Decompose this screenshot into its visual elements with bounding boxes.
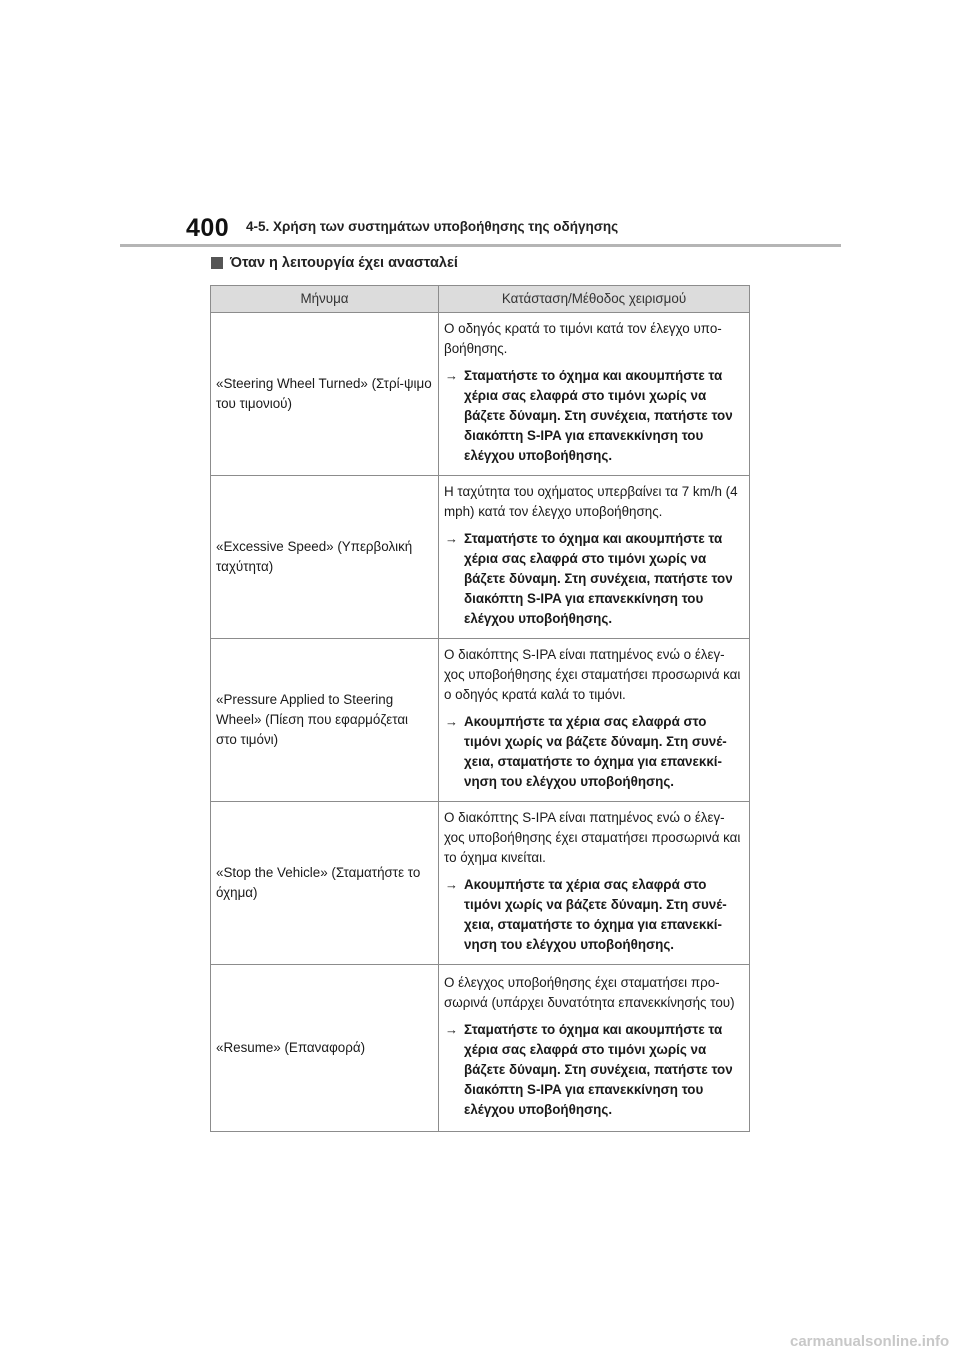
arrow-right-icon: →: [445, 1022, 458, 1037]
watermark: carmanualsonline.info: [790, 1333, 950, 1350]
message-cell: «Resume» (Επαναφορά): [211, 965, 439, 1132]
action-text: [444, 1020, 745, 1120]
action-label: Σταματήστε το όχημα και ακουμπήστε τα χέρια σας ελαφρά στο τιμόνι χωρίς να βάζετε δύναμη. Στη συνέχεια, πατήστε τον διακόπτη S-IPA για επανεκκίνηση του ελέγχου υποβοήθησης.: [464, 368, 733, 463]
section-title: 4-5. Χρήση των συστημάτων υποβοήθησης της οδήγησης: [246, 219, 619, 234]
table-row: [211, 639, 750, 802]
state-cell: [439, 639, 750, 802]
action-text: [444, 875, 745, 955]
message-table: [210, 285, 750, 1132]
header-divider: [120, 244, 841, 247]
state-cell: [439, 802, 750, 965]
message-cell: «Stop the Vehicle» (Σταματήστε το όχημα): [211, 802, 439, 965]
arrow-right-icon: →: [445, 368, 458, 383]
square-bullet-icon: [211, 257, 223, 269]
state-cell: [439, 965, 750, 1132]
table-row: [211, 965, 750, 1132]
action-text: [444, 712, 745, 792]
column-header-message: Μήνυμα: [211, 286, 439, 313]
message-cell: «Pressure Applied to Steering Wheel» (Πίεση που εφαρμόζεται στο τιμόνι): [211, 639, 439, 802]
state-text: Ο διακόπτης S-IPA είναι πατημένος ενώ ο έλεγ-χος υποβοήθησης έχει σταματήσει προσωρινά και ο οδηγός κρατά καλά το τιμόνι.: [444, 647, 741, 702]
arrow-right-icon: →: [445, 714, 458, 729]
table-row: [211, 313, 750, 476]
action-label: Σταματήστε το όχημα και ακουμπήστε τα χέρια σας ελαφρά στο τιμόνι χωρίς να βάζετε δύναμη. Στη συνέχεια, πατήστε τον διακόπτη S-IPA για επανεκκίνηση του ελέγχου υποβοήθησης.: [464, 1022, 733, 1117]
action-text: [444, 366, 745, 466]
action-label: Ακουμπήστε τα χέρια σας ελαφρά στο τιμόνι χωρίς να βάζετε δύναμη. Στη συνέ-χεια, σταματήστε το όχημα για επανεκκί-νηση του ελέγχου υποβοήθησης.: [464, 714, 727, 789]
arrow-right-icon: →: [445, 531, 458, 546]
state-cell: [439, 476, 750, 639]
state-text: Ο έλεγχος υποβοήθησης έχει σταματήσει προ-σωρινά (υπάρχει δυνατότητα επανεκκίνησής του): [444, 975, 735, 1010]
page-number: 400: [186, 214, 230, 242]
state-text: Η ταχύτητα του οχήματος υπερβαίνει τα 7 km/h (4 mph) κατά τον έλεγχο υποβοήθησης.: [444, 484, 738, 519]
table-header-row: [211, 286, 750, 313]
state-text: Ο διακόπτης S-IPA είναι πατημένος ενώ ο έλεγ-χος υποβοήθησης έχει σταματήσει προσωρινά και το όχημα κινείται.: [444, 810, 741, 865]
column-header-state: Κατάσταση/Μέθοδος χειρισμού: [439, 286, 750, 313]
table-row: [211, 802, 750, 965]
subsection-title: Όταν η λειτουργία έχει ανασταλεί: [230, 255, 458, 271]
arrow-right-icon: →: [445, 877, 458, 892]
subsection-heading: [211, 255, 458, 271]
message-cell: «Excessive Speed» (Υπερβολική ταχύτητα): [211, 476, 439, 639]
table-row: [211, 476, 750, 639]
state-cell: [439, 313, 750, 476]
action-text: [444, 529, 745, 629]
action-label: Ακουμπήστε τα χέρια σας ελαφρά στο τιμόνι χωρίς να βάζετε δύναμη. Στη συνέ-χεια, σταματήστε το όχημα για επανεκκί-νηση του ελέγχου υποβοήθησης.: [464, 877, 727, 952]
message-cell: «Steering Wheel Turned» (Στρί-ψιμο του τιμονιού): [211, 313, 439, 476]
state-text: Ο οδηγός κρατά το τιμόνι κατά τον έλεγχο υπο-βοήθησης.: [444, 321, 722, 356]
action-label: Σταματήστε το όχημα και ακουμπήστε τα χέρια σας ελαφρά στο τιμόνι χωρίς να βάζετε δύναμη. Στη συνέχεια, πατήστε τον διακόπτη S-IPA για επανεκκίνηση του ελέγχου υποβοήθησης.: [464, 531, 733, 626]
